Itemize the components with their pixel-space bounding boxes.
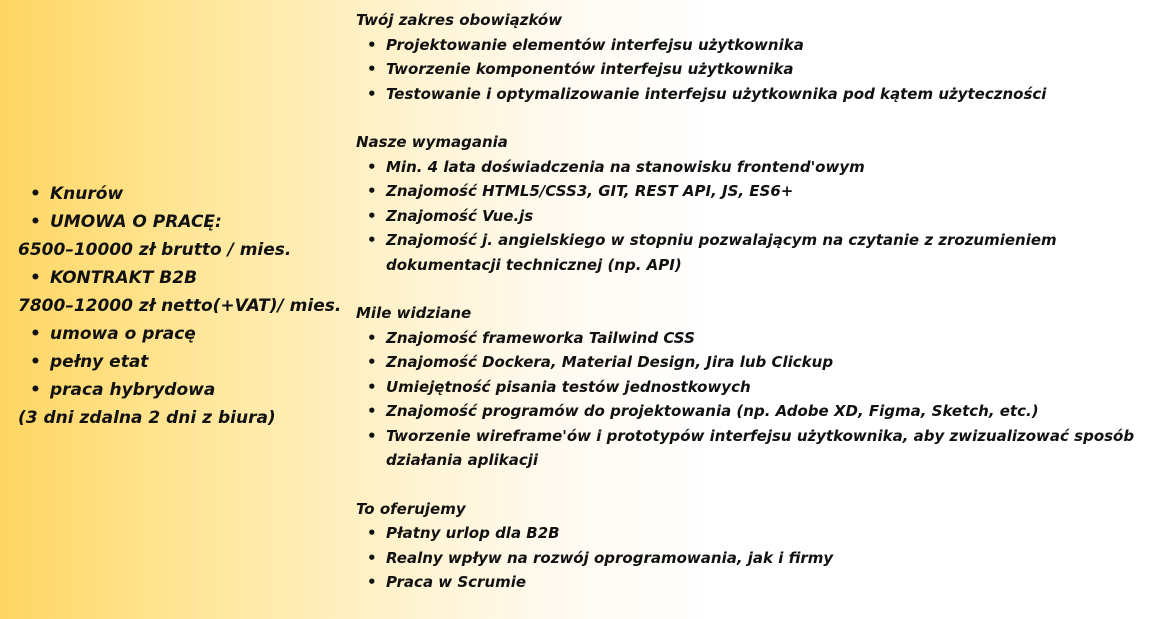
work-mode: • praca hybrydowa (0, 376, 340, 404)
location: • Knurów (0, 180, 340, 208)
section-benefits (356, 497, 1136, 595)
section-title: Mile widziane (356, 304, 472, 322)
section-list (356, 521, 1136, 595)
list-item: • Znajomość frameworka Tailwind CSS (356, 326, 1136, 351)
contract-b2b-label: • KONTRAKT B2B (0, 264, 340, 292)
list-item: • Znajomość j. angielskiego w stopniu pozwalającym na czytanie z zrozumieniem dokumentacji technicznej (np. API) (356, 228, 1136, 277)
list-item: • Realny wpływ na rozwój oprogramowania, jak i firmy (356, 546, 1136, 571)
offer-summary (0, 180, 340, 432)
list-item: • Płatny urlop dla B2B (356, 521, 1136, 546)
list-item: • Testowanie i optymalizowanie interfejsu użytkownika pod kątem użyteczności (356, 82, 1136, 107)
list-item: • Tworzenie komponentów interfejsu użytkownika (356, 57, 1136, 82)
salary-uop: 6500–10000 zł brutto / mies. (18, 240, 292, 260)
section-title: Nasze wymagania (356, 133, 508, 151)
section-title: To oferujemy (356, 499, 466, 518)
section-title: Twój zakres obowiązków (356, 11, 563, 29)
list-item: • Znajomość HTML5/CSS3, GIT, REST API, JS, ES6+ (356, 179, 1136, 204)
list-item: • Znajomość Dockera, Material Design, Jira lub Clickup (356, 350, 1136, 375)
list-item: • Umiejętność pisania testów jednostkowych (356, 375, 1136, 400)
list-item: • Tworzenie wireframe'ów i prototypów interfejsu użytkownika, aby zwizualizować sposób działania aplikacji (356, 424, 1136, 473)
list-item: • Praca w Scrumie (356, 570, 1136, 595)
section-nice-to-have (356, 301, 1136, 473)
section-requirements (356, 130, 1136, 277)
list-item: • Min. 4 lata doświadczenia na stanowisku frontend'owym (356, 155, 1136, 180)
section-list (356, 155, 1136, 278)
job-details (356, 8, 1136, 619)
section-list (356, 326, 1136, 473)
employment-type: • pełny etat (0, 348, 340, 376)
list-item: • Znajomość programów do projektowania (np. Adobe XD, Figma, Sketch, etc.) (356, 399, 1136, 424)
work-mode-detail: (3 dni zdalna 2 dni z biura) (18, 408, 276, 428)
contract-uop-label: • UMOWA O PRACĘ: (0, 208, 340, 236)
salary-b2b: 7800–12000 zł netto(+VAT)/ mies. (18, 296, 342, 316)
section-list (356, 33, 1136, 107)
list-item: • Znajomość Vue.js (356, 204, 1136, 229)
list-item: • Projektowanie elementów interfejsu użytkownika (356, 33, 1136, 58)
section-responsibilities (356, 8, 1136, 106)
contract-type: • umowa o pracę (0, 320, 340, 348)
